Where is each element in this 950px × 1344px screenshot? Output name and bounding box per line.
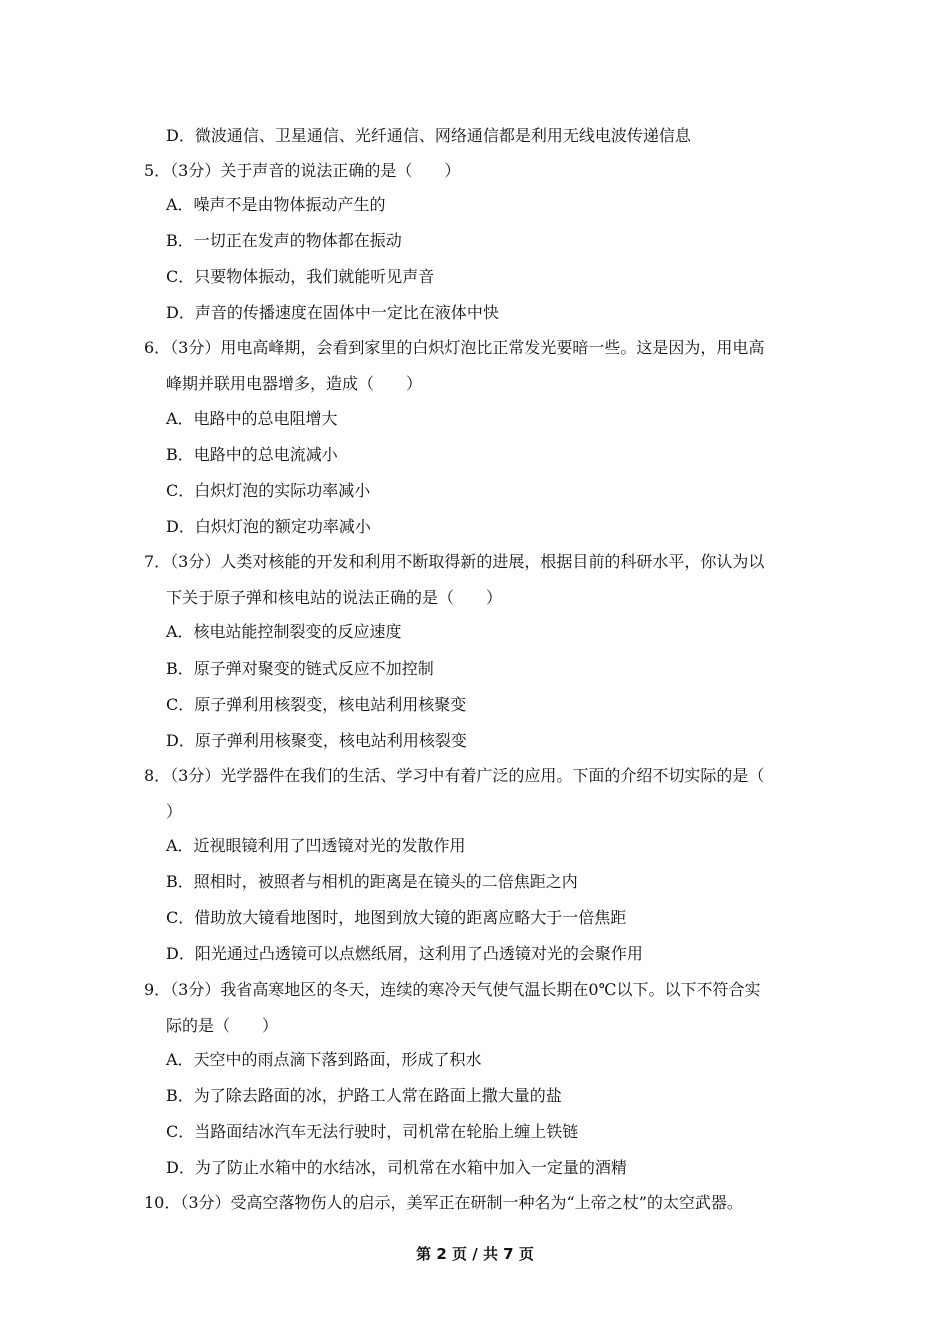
q9-option-b: B．为了除去路面的冰，护路工人常在路面上撒大量的盐 [166,1086,562,1105]
q7-option-d: D．原子弹利用核聚变，核电站利用核裂变 [166,731,467,750]
q5-option-c: C．只要物体振动，我们就能听见声音 [166,267,435,286]
q5-option-b: B．一切正在发声的物体都在振动 [166,231,402,250]
q6-option-a: A．电路中的总电阻增大 [166,409,338,428]
q9-option-a: A．天空中的雨点滴下落到路面，形成了积水 [166,1050,482,1069]
question-6: 6．（3分）用电高峰期，会看到家里的白炽灯泡比正常发光要暗一些。这是因为，用电高 [144,338,765,357]
question-8: 8．（3分）光学器件在我们的生活、学习中有着广泛的应用。下面的介绍不切实际的是（ [144,766,765,785]
q6-option-c: C．白炽灯泡的实际功率减小 [166,481,371,500]
q9-option-d: D．为了防止水箱中的水结冰，司机常在水箱中加入一定量的酒精 [166,1158,627,1177]
question-8-continued: ） [166,802,183,821]
question-6-continued: 峰期并联用电器增多，造成（ ） [166,374,423,393]
q7-option-c: C．原子弹利用核裂变，核电站利用核聚变 [166,695,467,714]
q9-option-c: C．当路面结冰汽车无法行驶时，司机常在轮胎上缠上铁链 [166,1122,579,1141]
q6-option-d: D．白炽灯泡的额定功率减小 [166,517,371,536]
q4-option-d: D．微波通信、卫星通信、光纤通信、网络通信都是利用无线电波传递信息 [166,126,691,145]
q8-option-b: B．照相时，被照者与相机的距离是在镜头的二倍焦距之内 [166,872,578,891]
q8-option-a: A．近视眼镜利用了凹透镜对光的发散作用 [166,836,466,855]
q7-option-a: A．核电站能控制裂变的反应速度 [166,622,402,641]
question-9-continued: 际的是（ ） [166,1016,279,1035]
question-7: 7．（3分）人类对核能的开发和利用不断取得新的进展，根据目前的科研水平，你认为以 [144,552,765,571]
q5-option-a: A．噪声不是由物体振动产生的 [166,195,386,214]
question-9: 9．（3分）我省高寒地区的冬天，连续的寒冷天气使气温长期在0℃以下。以下不符合实 [144,980,761,999]
question-5: 5．（3分）关于声音的说法正确的是（ ） [144,161,461,180]
question-7-continued: 下关于原子弹和核电站的说法正确的是（ ） [166,588,503,607]
question-10: 10．（3分）受高空落物伤人的启示，美军正在研制一种名为“上帝之杖”的太空武器。 [144,1193,743,1212]
q8-option-c: C．借助放大镜看地图时，地图到放大镜的距离应略大于一倍焦距 [166,908,627,927]
page-footer: 第 2 页 / 共 7 页 [416,1245,534,1263]
q7-option-b: B．原子弹对聚变的链式反应不加控制 [166,659,434,678]
q8-option-d: D．阳光通过凸透镜可以点燃纸屑，这利用了凸透镜对光的会聚作用 [166,944,643,963]
q6-option-b: B．电路中的总电流减小 [166,445,338,464]
q5-option-d: D．声音的传播速度在固体中一定比在液体中快 [166,303,499,322]
